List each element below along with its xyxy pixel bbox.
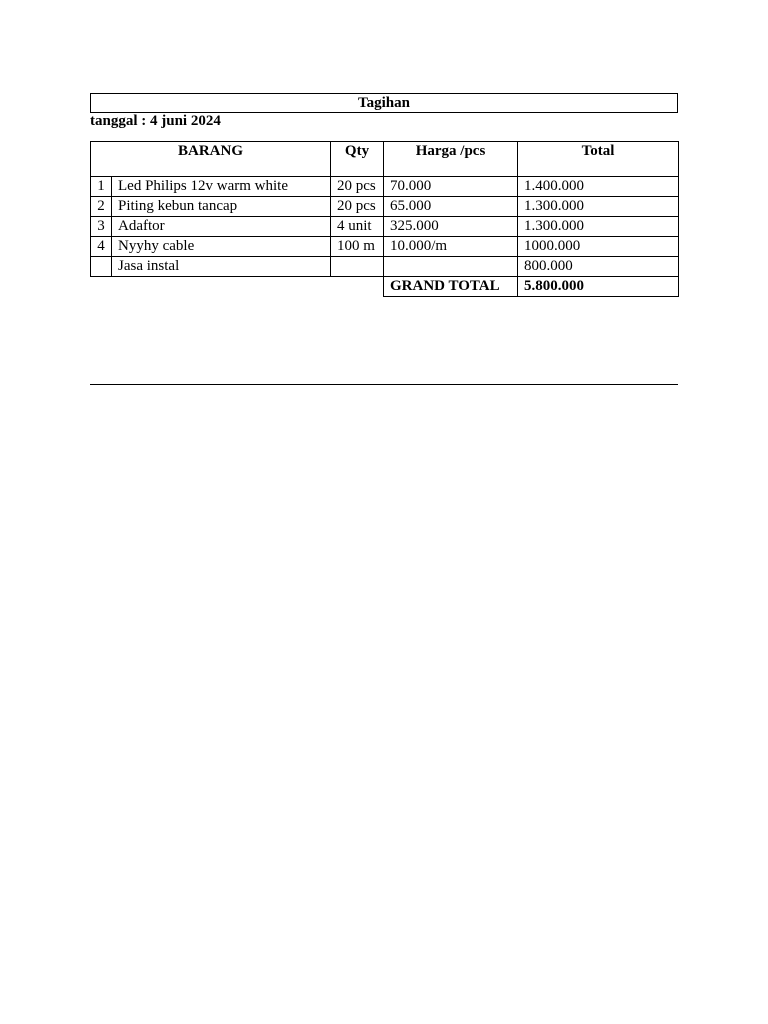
grand-total-spacer — [91, 277, 384, 297]
row-qty: 20 pcs — [331, 197, 384, 217]
table-row — [91, 257, 679, 277]
table-row — [91, 197, 679, 217]
table-header-row — [91, 142, 679, 177]
row-item: Adaftor — [112, 217, 331, 237]
row-total: 1.300.000 — [518, 217, 679, 237]
invoice-title: Tagihan — [90, 93, 678, 113]
row-item: Jasa instal — [112, 257, 331, 277]
row-total: 800.000 — [518, 257, 679, 277]
row-number: 1 — [91, 177, 112, 197]
row-price: 325.000 — [384, 217, 518, 237]
table-row — [91, 177, 679, 197]
row-qty: 20 pcs — [331, 177, 384, 197]
row-qty: 100 m — [331, 237, 384, 257]
header-qty: Qty — [331, 142, 384, 177]
grand-total-value: 5.800.000 — [518, 277, 679, 297]
header-total: Total — [518, 142, 679, 177]
horizontal-divider — [90, 384, 678, 385]
row-item: Nyyhy cable — [112, 237, 331, 257]
row-number: 2 — [91, 197, 112, 217]
table-row — [91, 237, 679, 257]
row-item: Led Philips 12v warm white — [112, 177, 331, 197]
header-harga: Harga /pcs — [384, 142, 518, 177]
row-qty — [331, 257, 384, 277]
row-price — [384, 257, 518, 277]
invoice-table — [90, 141, 679, 297]
grand-total-row — [91, 277, 679, 297]
row-item: Piting kebun tancap — [112, 197, 331, 217]
grand-total-label: GRAND TOTAL — [384, 277, 518, 297]
row-qty: 4 unit — [331, 217, 384, 237]
row-total: 1.400.000 — [518, 177, 679, 197]
table-row — [91, 217, 679, 237]
row-total: 1.300.000 — [518, 197, 679, 217]
row-price: 65.000 — [384, 197, 518, 217]
row-number — [91, 257, 112, 277]
row-price: 10.000/m — [384, 237, 518, 257]
header-barang: BARANG — [91, 142, 331, 177]
row-price: 70.000 — [384, 177, 518, 197]
invoice-date: tanggal : 4 juni 2024 — [90, 113, 221, 129]
row-number: 4 — [91, 237, 112, 257]
row-number: 3 — [91, 217, 112, 237]
row-total: 1000.000 — [518, 237, 679, 257]
